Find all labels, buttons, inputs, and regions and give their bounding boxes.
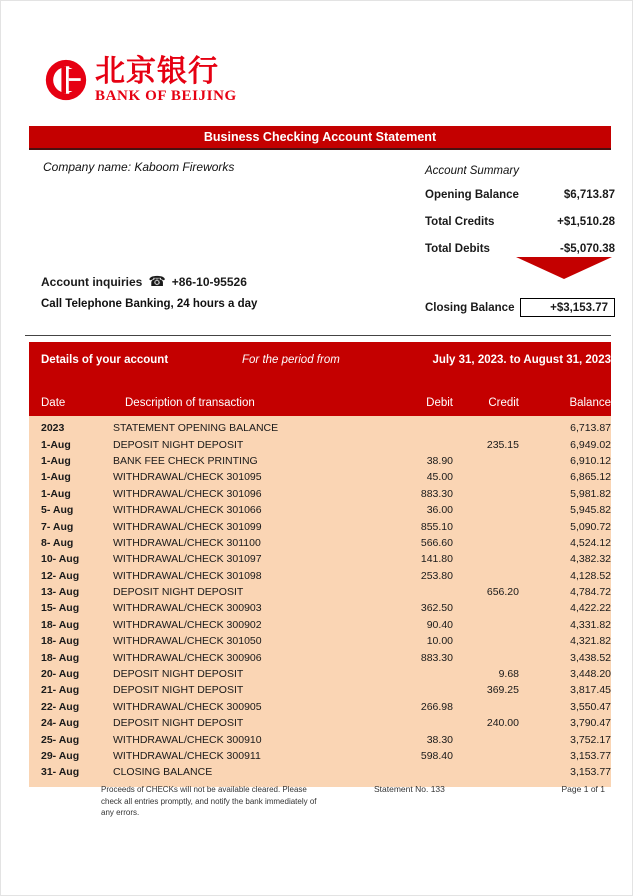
period-value: July 31, 2023. to August 31, 2023 <box>432 354 611 366</box>
transaction-description: STATEMENT OPENING BALANCE <box>113 422 279 435</box>
transaction-credit: 369.25 <box>486 684 519 697</box>
transaction-balance: 4,331.82 <box>570 618 611 631</box>
table-row <box>29 748 611 764</box>
transaction-balance: 6,865.12 <box>570 471 611 484</box>
transaction-date: 2023 <box>41 422 65 435</box>
transaction-description: WITHDRAWAL/CHECK 301097 <box>113 553 262 566</box>
transaction-balance: 3,790.47 <box>570 717 611 730</box>
transaction-balance: 6,910.12 <box>570 454 611 467</box>
summary-value: +$1,510.28 <box>557 216 615 228</box>
transaction-date: 21- Aug <box>41 684 80 697</box>
transaction-balance: 6,949.02 <box>570 438 611 451</box>
telephone-banking-note: Call Telephone Banking, 24 hours a day <box>41 298 258 310</box>
column-header-description: Description of transaction <box>125 397 255 409</box>
transaction-debit: 855.10 <box>420 520 453 533</box>
transaction-balance: 3,448.20 <box>570 668 611 681</box>
table-row <box>29 666 611 682</box>
transaction-balance: 4,382.32 <box>570 553 611 566</box>
bank-logo-text <box>95 56 237 104</box>
column-header-date: Date <box>41 397 66 409</box>
bank-name-en: BANK OF BEIJING <box>95 88 237 104</box>
transaction-date: 12- Aug <box>41 569 80 582</box>
table-row <box>29 584 611 600</box>
account-inquiries-phone: +86-10-95526 <box>171 275 247 289</box>
table-row <box>29 617 611 633</box>
summary-value: $6,713.87 <box>563 189 615 201</box>
summary-label: Total Credits <box>425 216 495 228</box>
transaction-description: DEPOSIT NIGHT DEPOSIT <box>113 668 244 681</box>
account-summary <box>425 165 615 270</box>
table-row <box>29 600 611 616</box>
table-row <box>29 682 611 698</box>
table-row <box>29 731 611 747</box>
table-row <box>29 551 611 567</box>
transaction-debit: 90.40 <box>426 618 453 631</box>
company-name: Company name: Kaboom Fireworks <box>43 160 235 174</box>
transaction-date: 10- Aug <box>41 553 80 566</box>
table-row <box>29 633 611 649</box>
transactions-table <box>29 416 611 787</box>
transaction-description: WITHDRAWAL/CHECK 300911 <box>113 750 261 762</box>
table-row <box>29 420 611 436</box>
transaction-date: 1-Aug <box>41 454 71 467</box>
statement-footer <box>29 784 611 824</box>
summary-row-total-credits <box>425 216 615 228</box>
summary-row-opening-balance <box>425 189 615 201</box>
transaction-description: WITHDRAWAL/CHECK 300906 <box>113 651 262 664</box>
transaction-date: 1-Aug <box>41 471 71 484</box>
details-header <box>29 342 611 416</box>
footer-page-number: Page 1 of 1 <box>561 784 605 794</box>
transaction-debit: 141.80 <box>420 553 453 566</box>
table-row <box>29 649 611 665</box>
transaction-description: WITHDRAWAL/CHECK 300902 <box>113 618 262 631</box>
account-summary-title: Account Summary <box>425 165 519 177</box>
transaction-description: WITHDRAWAL/CHECK 300903 <box>113 602 262 615</box>
transaction-balance: 3,153.77 <box>570 750 611 762</box>
transaction-description: DEPOSIT NIGHT DEPOSIT <box>113 438 244 451</box>
column-header-debit: Debit <box>426 397 453 409</box>
transaction-description: WITHDRAWAL/CHECK 301050 <box>113 635 262 648</box>
table-row <box>29 486 611 502</box>
account-inquiries-label: Account inquiries <box>41 275 143 289</box>
table-row <box>29 764 611 780</box>
column-header-credit: Credit <box>488 397 519 409</box>
transaction-description: CLOSING BALANCE <box>113 766 213 779</box>
transaction-credit: 235.15 <box>486 438 519 451</box>
transaction-debit: 883.30 <box>420 487 453 500</box>
table-row <box>29 436 611 452</box>
transaction-date: 7- Aug <box>41 520 74 533</box>
transaction-debit: 36.00 <box>426 504 453 517</box>
table-row <box>29 518 611 534</box>
details-header-line <box>29 354 611 370</box>
transaction-balance: 3,438.52 <box>570 651 611 664</box>
closing-balance-label: Closing Balance <box>425 301 515 314</box>
transaction-date: 1-Aug <box>41 438 71 451</box>
transaction-description: DEPOSIT NIGHT DEPOSIT <box>113 684 244 697</box>
summary-label: Total Debits <box>425 243 490 255</box>
transaction-date: 1-Aug <box>41 487 71 500</box>
transaction-balance: 5,090.72 <box>570 520 611 533</box>
transaction-date: 24- Aug <box>41 717 80 730</box>
transaction-debit: 566.60 <box>420 536 453 549</box>
table-row <box>29 535 611 551</box>
footer-note: Proceeds of CHECKs will not be available cleared. Please check all entries promptly, and notify the bank immediately of any errors. <box>101 785 317 818</box>
transaction-description: DEPOSIT NIGHT DEPOSIT <box>113 586 244 599</box>
section-divider <box>25 335 611 336</box>
transaction-debit: 10.00 <box>426 635 453 648</box>
transaction-balance: 4,321.82 <box>570 635 611 648</box>
transaction-description: WITHDRAWAL/CHECK 300910 <box>113 733 262 746</box>
period-label: For the period from <box>242 354 340 366</box>
transaction-balance: 4,784.72 <box>570 586 611 599</box>
transaction-date: 5- Aug <box>41 504 74 517</box>
table-row <box>29 502 611 518</box>
transaction-credit: 656.20 <box>486 586 519 599</box>
account-inquiries <box>41 275 247 289</box>
details-title: Details of your account <box>41 354 169 366</box>
transaction-credit: 240.00 <box>486 717 519 730</box>
table-row <box>29 568 611 584</box>
transaction-date: 18- Aug <box>41 635 80 648</box>
transaction-debit: 38.30 <box>426 733 453 746</box>
footer-statement-number: Statement No. 133 <box>374 784 445 794</box>
summary-label: Opening Balance <box>425 189 519 201</box>
table-row <box>29 699 611 715</box>
transaction-description: WITHDRAWAL/CHECK 301100 <box>113 536 261 549</box>
down-arrow-icon <box>516 257 612 279</box>
bank-logo <box>43 56 237 104</box>
transaction-date: 15- Aug <box>41 602 80 615</box>
closing-balance-row <box>425 298 615 317</box>
transaction-balance: 5,981.82 <box>570 487 611 500</box>
table-row <box>29 453 611 469</box>
statement-title-banner: Business Checking Account Statement <box>29 126 611 150</box>
transaction-date: 31- Aug <box>41 766 80 779</box>
transaction-description: BANK FEE CHECK PRINTING <box>113 454 258 467</box>
transaction-balance: 4,524.12 <box>570 536 611 549</box>
transaction-balance: 4,128.52 <box>570 569 611 582</box>
transaction-date: 8- Aug <box>41 536 74 549</box>
transaction-description: WITHDRAWAL/CHECK 301096 <box>113 487 262 500</box>
transaction-description: WITHDRAWAL/CHECK 301095 <box>113 471 262 484</box>
transaction-date: 20- Aug <box>41 668 80 681</box>
transaction-date: 13- Aug <box>41 586 80 599</box>
transaction-credit: 9.68 <box>498 668 519 681</box>
transaction-date: 25- Aug <box>41 733 80 746</box>
transaction-balance: 5,945.82 <box>570 504 611 517</box>
transaction-description: WITHDRAWAL/CHECK 300905 <box>113 700 262 713</box>
transaction-date: 18- Aug <box>41 651 80 664</box>
table-row <box>29 715 611 731</box>
transaction-debit: 883.30 <box>420 651 453 664</box>
transaction-description: WITHDRAWAL/CHECK 301098 <box>113 569 262 582</box>
transaction-balance: 3,817.45 <box>570 684 611 697</box>
transaction-debit: 598.40 <box>420 750 453 762</box>
transaction-date: 18- Aug <box>41 618 80 631</box>
closing-balance-value: +$3,153.77 <box>520 298 615 317</box>
summary-row-total-debits <box>425 243 615 255</box>
transaction-balance: 6,713.87 <box>570 422 611 435</box>
transaction-description: WITHDRAWAL/CHECK 301099 <box>113 520 262 533</box>
transaction-debit: 266.98 <box>420 700 453 713</box>
transaction-description: WITHDRAWAL/CHECK 301066 <box>113 504 262 517</box>
phone-icon: ☎ <box>148 274 166 290</box>
summary-value: -$5,070.38 <box>560 243 615 255</box>
transaction-balance: 3,752.17 <box>570 733 611 746</box>
transaction-balance: 4,422.22 <box>570 602 611 615</box>
transaction-debit: 38.90 <box>426 454 453 467</box>
transaction-balance: 3,153.77 <box>570 766 611 779</box>
column-header-balance: Balance <box>569 397 611 409</box>
transaction-date: 22- Aug <box>41 700 80 713</box>
bank-name-cn: 北京银行 <box>95 54 219 89</box>
transaction-debit: 253.80 <box>420 569 453 582</box>
transaction-debit: 362.50 <box>420 602 453 615</box>
transaction-debit: 45.00 <box>426 471 453 484</box>
transaction-balance: 3,550.47 <box>570 700 611 713</box>
table-row <box>29 469 611 485</box>
transaction-description: DEPOSIT NIGHT DEPOSIT <box>113 717 244 730</box>
transaction-date: 29- Aug <box>41 750 80 762</box>
bank-of-beijing-logo-icon <box>43 58 89 102</box>
